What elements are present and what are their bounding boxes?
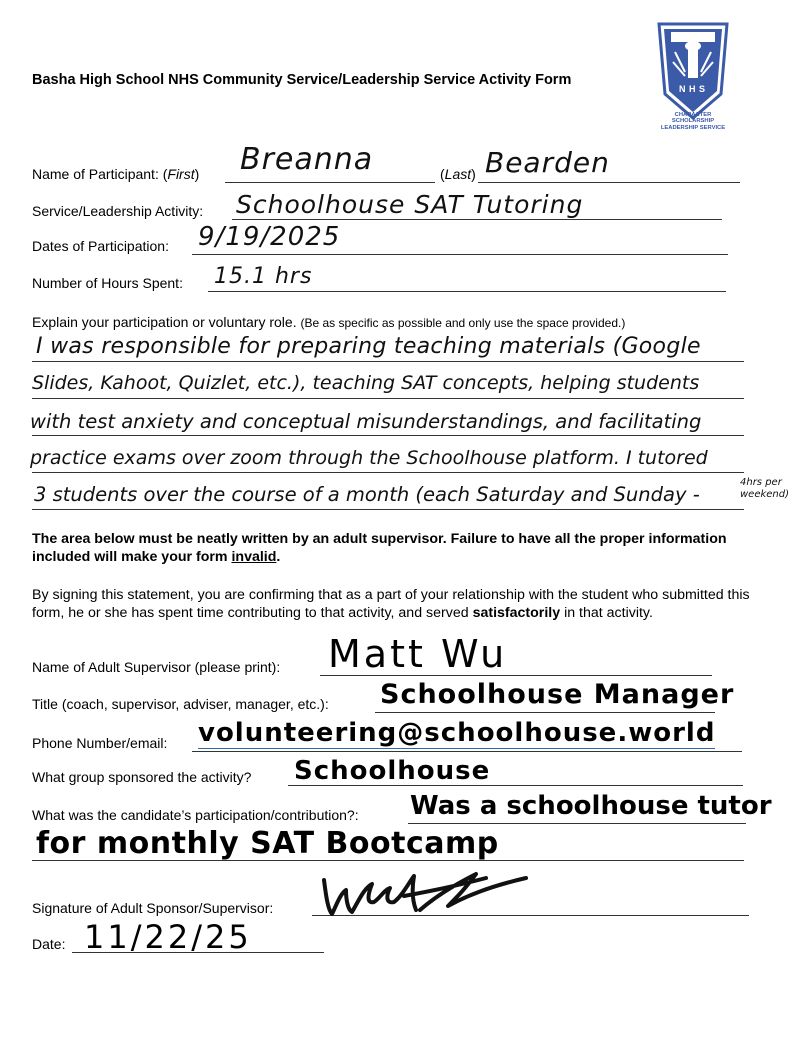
invalid-notice: The area below must be neatly written by an adult supervisor. Failure to have all the proper information included will make your form invalid. [32, 531, 727, 565]
explain-label: Explain your participation or voluntary role. (Be as specific as possible and only use the space provided.) [32, 314, 626, 330]
dates-value[interactable]: 9/19/2025 [198, 222, 341, 252]
explain-line-4 [32, 472, 744, 473]
contribution-label: What was the candidate’s participation/contribution?: [32, 807, 359, 823]
date-value[interactable]: 11/22/25 [84, 918, 252, 956]
contact-value[interactable]: volunteering@schoolhouse.world [198, 718, 716, 748]
signing-statement: By signing this statement, you are confirming that as a part of your relationship with the student who submitted this form, he or she has spent time contributing to that activity, and served satisfactorily in that activity. [32, 587, 750, 621]
explain-line-1 [32, 361, 744, 362]
svg-text:H: H [689, 84, 696, 94]
signature-label: Signature of Adult Sponsor/Supervisor: [32, 900, 274, 916]
explain-text-line-1[interactable]: I was responsible for preparing teaching materials (Google [36, 334, 701, 359]
supervisor-title-label: Title (coach, supervisor, adviser, manager, etc.): [32, 696, 329, 712]
explain-hint: (Be as specific as possible and only use the space provided.) [300, 316, 626, 330]
last-name-line [478, 182, 740, 183]
activity-value[interactable]: Schoolhouse SAT Tutoring [236, 190, 584, 219]
first-name-line [225, 182, 435, 183]
group-label: What group sponsored the activity? [32, 769, 252, 785]
explain-line-3 [32, 435, 744, 436]
hours-line [208, 291, 726, 292]
dates-label: Dates of Participation: [32, 238, 169, 254]
explain-margin-note-1: 4hrs per [740, 477, 782, 488]
first-label: First [167, 166, 195, 182]
explain-text-line-4[interactable]: practice exams over zoom through the Schoolhouse platform. I tutored [30, 447, 708, 469]
hours-label: Number of Hours Spent: [32, 275, 183, 291]
supervisor-title-line [375, 712, 715, 713]
form-title: Basha High School NHS Community Service/Leadership Service Activity Form [32, 72, 572, 88]
explain-text-line-5[interactable]: 3 students over the course of a month (each Saturday and Sunday - [34, 483, 700, 506]
participant-name-label: Name of Participant: (First) [32, 166, 200, 182]
dates-line [192, 254, 728, 255]
supervisor-signature[interactable] [316, 866, 536, 922]
supervisor-title-value[interactable]: Schoolhouse Manager [380, 679, 735, 710]
explain-margin-note-2: weekend) [740, 489, 790, 500]
contact-line [192, 751, 742, 752]
contact-label: Phone Number/email: [32, 735, 168, 751]
last-name-value[interactable]: Bearden [485, 146, 610, 179]
contribution-value-2[interactable]: for monthly SAT Bootcamp [36, 826, 499, 861]
group-value[interactable]: Schoolhouse [294, 756, 491, 786]
svg-text:N: N [679, 84, 686, 94]
svg-text:S: S [699, 84, 706, 94]
date-label: Date: [32, 936, 66, 952]
explain-text-line-2[interactable]: Slides, Kahoot, Quizlet, etc.), teaching SAT concepts, helping students [32, 372, 700, 394]
hours-value[interactable]: 15.1 hrs [214, 264, 313, 289]
explain-line-2 [32, 398, 744, 399]
supervisor-name-value[interactable]: Matt Wu [328, 632, 508, 676]
supervisor-name-label: Name of Adult Supervisor (please print): [32, 659, 281, 675]
contribution-line-1 [408, 823, 746, 824]
activity-line [232, 219, 722, 220]
explain-line-5 [32, 509, 744, 510]
invalid-word: invalid [231, 549, 277, 565]
logo-caption: CHARACTER SCHOLARSHIP LEADERSHIP SERVICE [660, 112, 726, 131]
last-name-label: (Last) [440, 166, 476, 182]
first-name-value[interactable]: Breanna [240, 142, 374, 177]
explain-text-line-3[interactable]: with test anxiety and conceptual misunderstandings, and facilitating [30, 410, 702, 433]
satisfactorily-word: satisfactorily [472, 605, 561, 621]
activity-label: Service/Leadership Activity: [32, 203, 204, 219]
contribution-value-1[interactable]: Was a schoolhouse tutor [410, 791, 772, 821]
